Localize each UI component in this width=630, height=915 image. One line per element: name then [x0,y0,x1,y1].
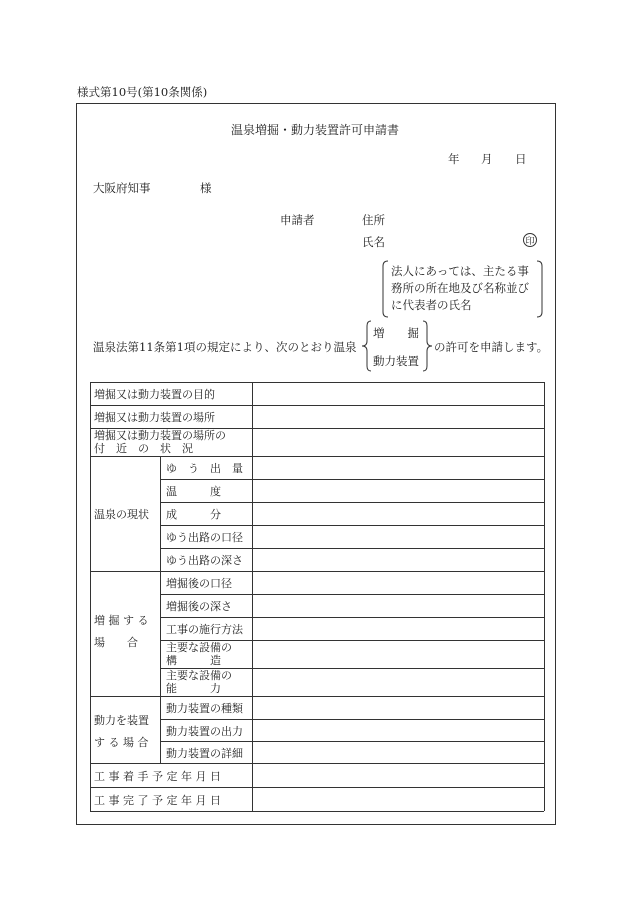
outlet-diameter-label: ゆう出路の口径 [166,531,243,544]
equipment-structure-input[interactable] [253,641,543,668]
seal-icon: 印 [523,233,537,247]
end-date-input[interactable] [253,788,543,811]
flow-rate-label: ゆ う 出 量 [166,462,243,475]
flow-rate-input[interactable] [253,457,543,479]
post-drill-diameter-input[interactable] [253,572,543,594]
drilling-group-label-line1: 増 掘 す る [94,614,149,627]
applicant-label: 申請者 [280,213,315,227]
outlet-diameter-input[interactable] [253,526,543,548]
power-type-label: 動力装置の種類 [166,702,243,715]
right-brace-icon [421,320,433,372]
outlet-depth-input[interactable] [253,549,543,571]
addressee-name: 大阪府知事 [93,181,151,195]
location-label: 増掘又は動力装置の場所 [94,411,215,424]
post-drill-depth-label: 増掘後の深さ [166,600,232,613]
construction-method-label: 工事の施行方法 [166,623,243,636]
corporate-note-line3: に代表者の氏名 [391,298,472,312]
current-state-group-label: 温泉の現状 [94,508,149,521]
statement-option-power: 動力装置 [373,354,419,368]
power-output-label: 動力装置の出力 [166,724,243,738]
outlet-depth-label: ゆう出路の深さ [166,554,243,567]
location-input[interactable] [253,406,543,428]
form-number-label: 様式第10号(第10条関係) [77,85,208,99]
power-details-label: 動力装置の詳細 [166,746,243,760]
equipment-capacity-input[interactable] [253,669,543,696]
addressee-honorific: 様 [200,181,212,195]
left-bracket-icon [380,260,390,318]
power-details-input[interactable] [253,742,543,763]
start-date-input[interactable] [253,764,543,787]
drilling-group-label-line2: 場 合 [94,636,138,649]
right-bracket-icon [535,260,545,318]
equipment-structure-label-line1: 主要な設備の [166,641,232,654]
construction-method-input[interactable] [253,618,543,640]
equipment-structure-label-line2: 構 造 [166,654,221,667]
equipment-capacity-label-line2: 能 力 [166,682,221,695]
start-date-label: 工 事 着 手 予 定 年 月 日 [94,769,221,783]
temperature-label: 温 度 [166,485,221,498]
applicant-name-label: 氏名 [362,235,385,249]
power-group-label-line1: 動力を装置 [94,714,149,727]
purpose-input[interactable] [253,383,543,405]
surroundings-label-line2: 付 近 の 状 況 [94,442,193,455]
date-year-label: 年 [448,152,460,166]
power-type-input[interactable] [253,697,543,719]
post-drill-depth-input[interactable] [253,595,543,617]
post-drill-diameter-label: 増掘後の口径 [166,577,232,590]
statement-option-drilling: 増 掘 [373,326,419,340]
end-date-label: 工 事 完 了 予 定 年 月 日 [94,793,221,807]
power-group-label-line2: す る 場 合 [94,736,149,749]
left-brace-icon [361,320,373,372]
composition-input[interactable] [253,503,543,525]
date-month-label: 月 [481,152,493,166]
form-title: 温泉増掘・動力装置許可申請書 [230,123,399,137]
statement-prefix: 温泉法第11条第1項の規定により、次のとおり温泉 [93,340,357,354]
corporate-note-line2: 務所の所在地及び名称並び [391,281,529,295]
purpose-label: 増掘又は動力装置の目的 [94,388,215,401]
corporate-note-line1: 法人にあっては、主たる事 [391,264,529,278]
temperature-input[interactable] [253,480,543,502]
composition-label: 成 分 [166,508,221,521]
statement-suffix: の許可を申請します。 [434,340,549,354]
surroundings-label-line1: 増掘又は動力装置の場所の [94,429,226,442]
equipment-capacity-label-line1: 主要な設備の [166,669,232,682]
date-day-label: 日 [515,152,527,166]
applicant-address-label: 住所 [362,213,385,227]
power-output-input[interactable] [253,720,543,741]
surroundings-input[interactable] [253,429,543,456]
